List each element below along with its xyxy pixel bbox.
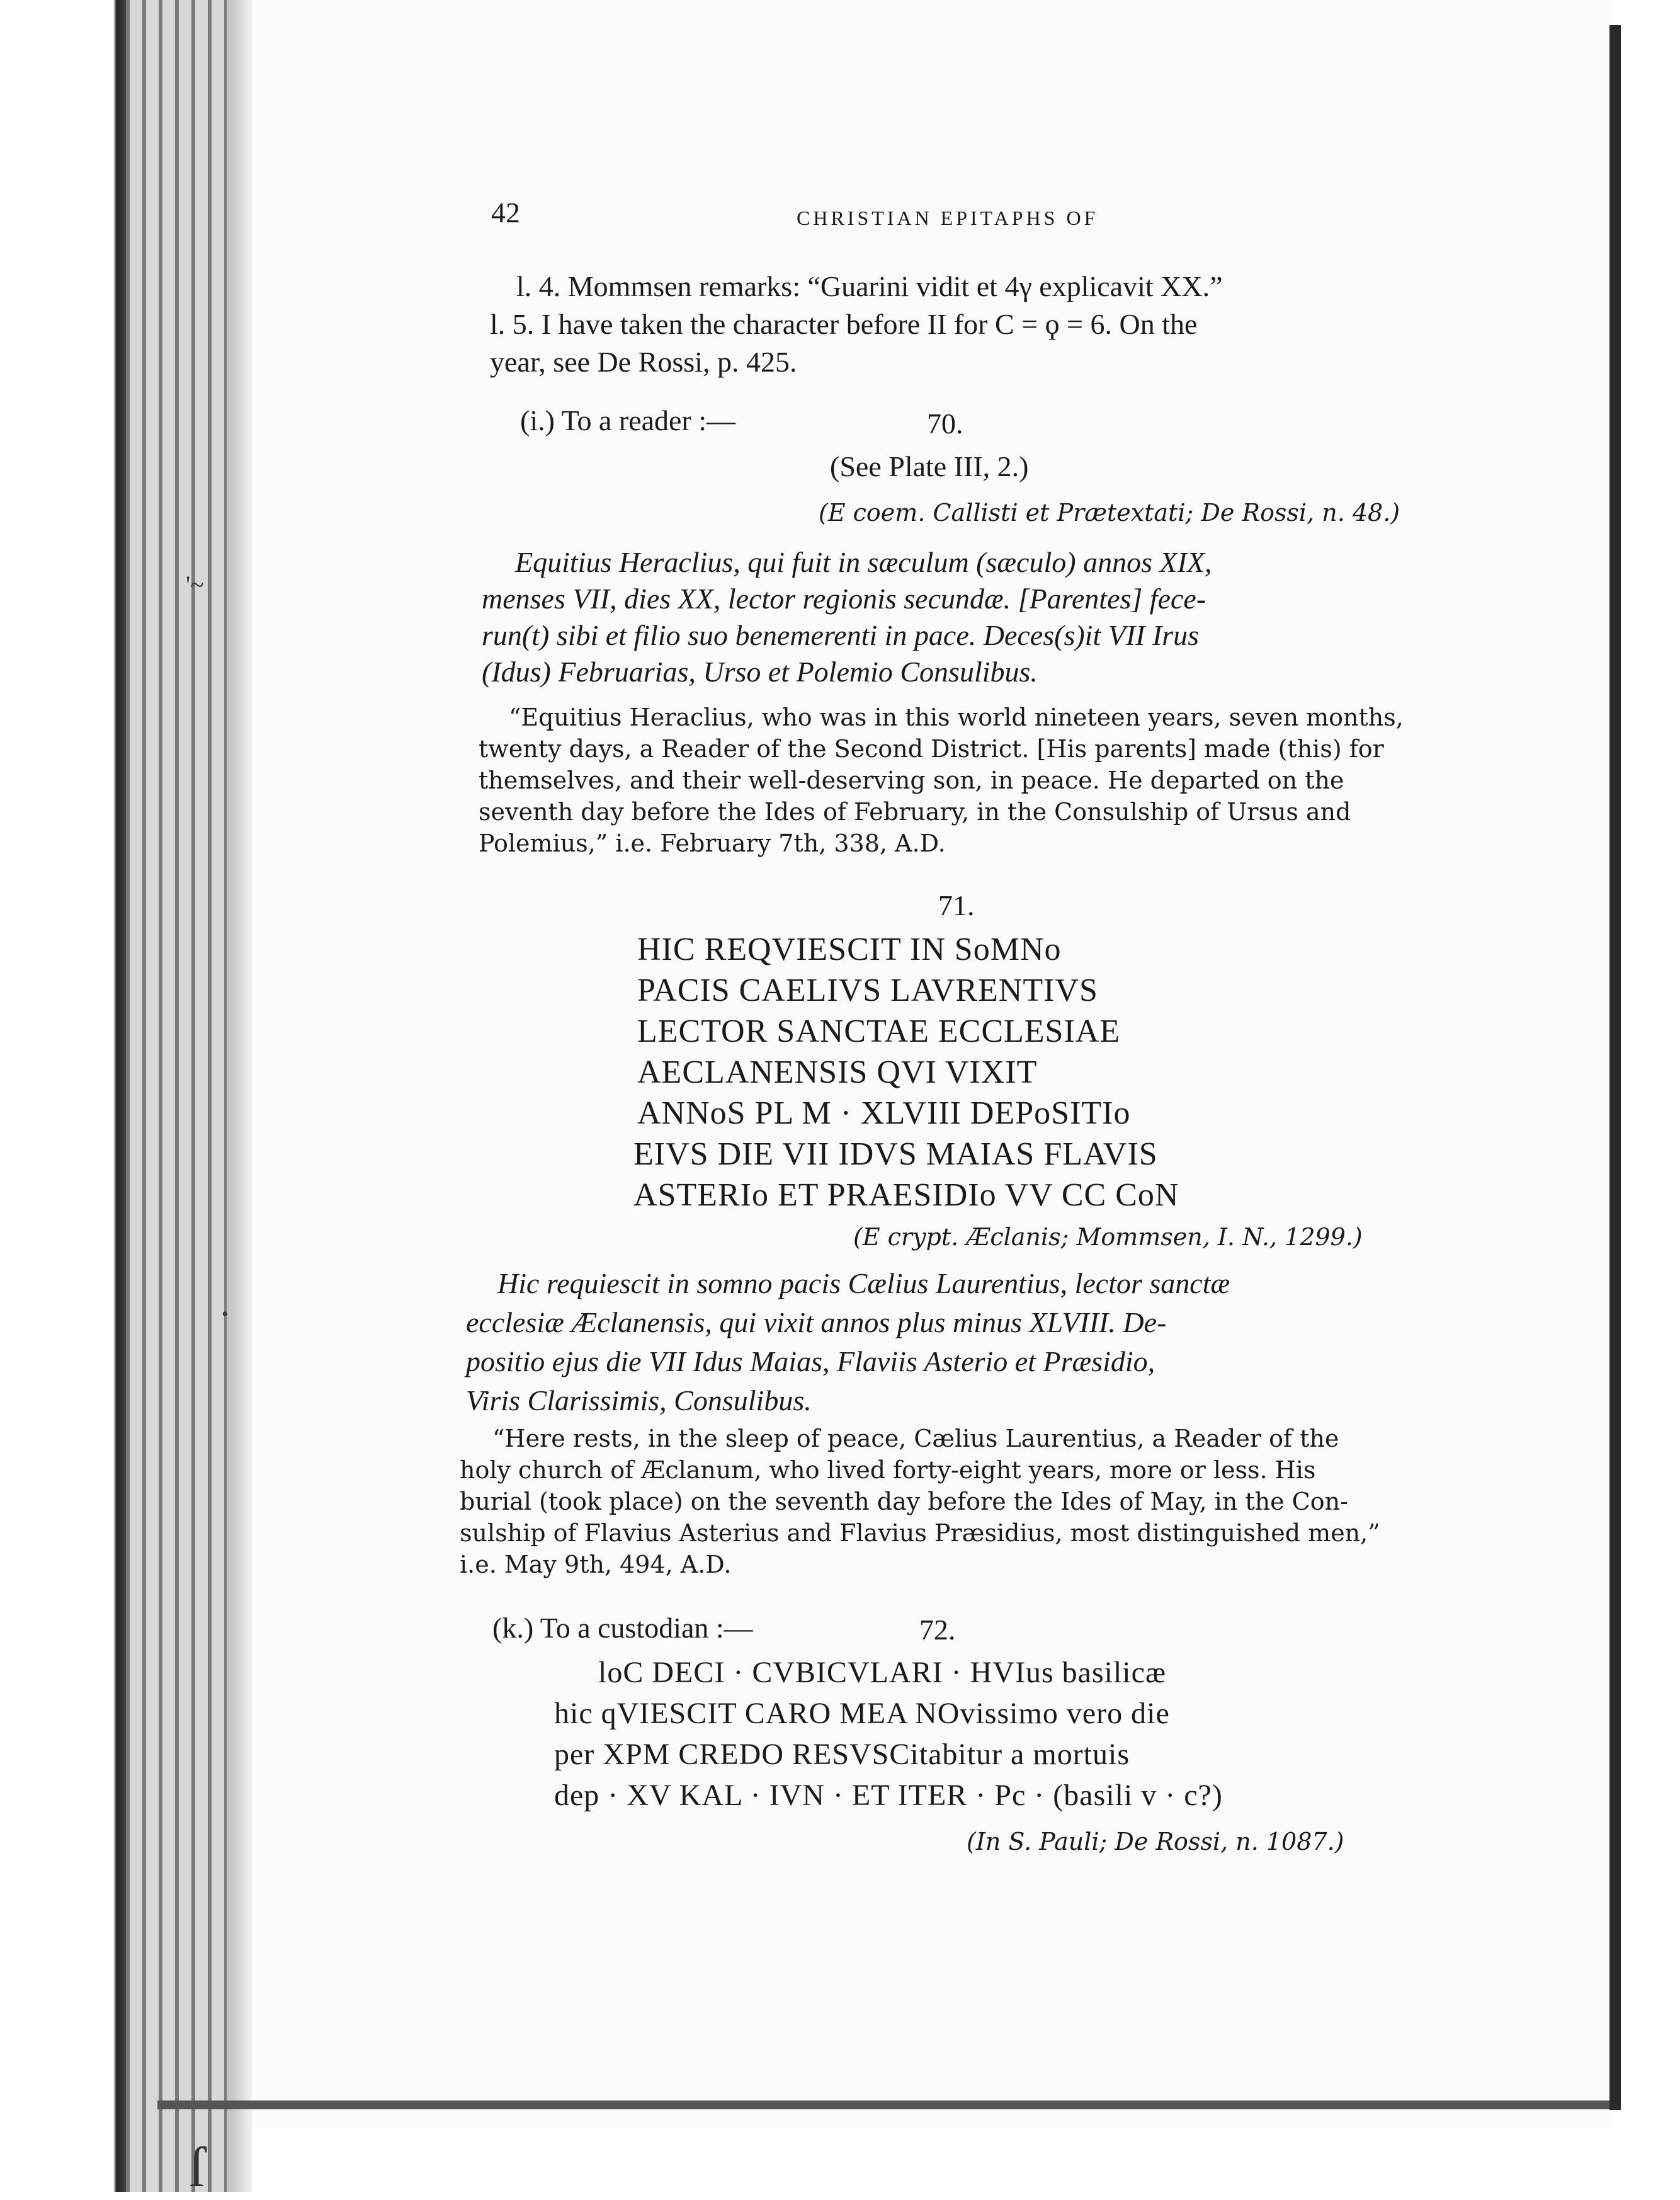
translation-line: “Here rests, in the sleep of peace, Cælius Laurentius, a Reader of the (492, 1425, 1339, 1452)
inscription-line: EIVS DIE VII IDVS MAIAS FLAVIS (633, 1136, 1158, 1172)
inscription-line: LECTOR SANCTAE ECCLESIAE (637, 1013, 1121, 1049)
latin-line: Viris Clarissimis, Consulibus. (466, 1384, 812, 1416)
book-binding-shadow (0, 0, 126, 2192)
scan-margin (1621, 0, 1680, 2192)
latin-line: run(t) sibi et filio suo benemerenti in pace. Deces(s)it VII Irus (482, 619, 1200, 651)
page-number: 42 (491, 197, 520, 229)
translation-line: sulship of Flavius Asterius and Flavius Præsidius, most distinguished men,” (460, 1519, 1380, 1547)
source-citation: (E coem. Callisti et Prætextati; De Rossi, n. 48.) (819, 499, 1400, 527)
latin-line: menses VII, dies XX, lector regionis secundæ. [Parentes] fece- (482, 583, 1206, 615)
margin-dot: • (222, 1304, 229, 1325)
book-page-edges (126, 0, 227, 2192)
latin-line: ecclesiæ Æclanensis, qui vixit annos plus minus XLVIII. De- (466, 1306, 1167, 1338)
section-label: (k.) To a custodian :— (492, 1612, 753, 1644)
source-citation: (In S. Pauli; De Rossi, n. 1087.) (967, 1828, 1344, 1855)
stray-mark-bottom: ſ (189, 2136, 205, 2199)
source-citation: (E crypt. Æclanis; Mommsen, I. N., 1299.) (853, 1223, 1363, 1251)
running-title: CHRISTIAN EPITAPHS OF (797, 207, 1099, 229)
translation-line: twenty days, a Reader of the Second District. [His parents] made (this) for (479, 735, 1384, 763)
section-label: (i.) To a reader :— (520, 404, 736, 436)
inscription-line: PACIS CAELIVS LAVRENTIVS (637, 972, 1098, 1008)
entry-number: 71. (938, 889, 975, 921)
translation-line: Polemius,” i.e. February 7th, 338, A.D. (479, 829, 946, 857)
inscription-line: dep · XV KAL · IVN · ET ITER · Pc · (basili v · c?) (554, 1779, 1223, 1812)
translation-line: burial (took place) on the seventh day before the Ides of May, in the Con- (460, 1488, 1348, 1515)
note-line: l. 5. I have taken the character before II for C = ϙ = 6. On the (490, 308, 1198, 340)
inscription-line: hic qVIESCIT CARO MEA NOvissimo vero die (554, 1697, 1170, 1730)
note-line: year, see De Rossi, p. 425. (490, 346, 797, 378)
inscription-line: per XPM CREDO RESVSCitabitur a mortuis (554, 1738, 1130, 1771)
latin-line: (Idus) Februarias, Urso et Polemio Consulibus. (482, 656, 1038, 688)
inscription-line: HIC REQVIESCIT IN SoMNo (637, 932, 1062, 967)
translation-line: i.e. May 9th, 494, A.D. (460, 1551, 732, 1578)
stray-mark: '~ (186, 571, 204, 599)
inscription-line: AECLANENSIS QVI VIXIT (637, 1054, 1038, 1090)
translation-line: themselves, and their well-deserving son, in peace. He departed on the (479, 767, 1344, 794)
entry-number: 70. (927, 408, 963, 440)
latin-line: positio ejus die VII Idus Maias, Flaviis Asterio et Præsidio, (466, 1345, 1155, 1377)
note-line: l. 4. Mommsen remarks: “Guarini vidit et 4γ explicavit XX.” (516, 270, 1223, 302)
page-right-edge (1609, 25, 1621, 2110)
latin-line: Hic requiescit in somno pacis Cælius Laurentius, lector sanctæ (497, 1267, 1230, 1299)
inscription-line: ANNoS PL M · XLVIII DEPoSITIo (637, 1095, 1131, 1131)
page-bottom-edge (157, 2100, 1618, 2109)
plate-reference: (See Plate III, 2.) (830, 450, 1029, 482)
translation-line: seventh day before the Ides of February, in the Consulship of Ursus and (479, 798, 1351, 826)
translation-line: “Equitius Heraclius, who was in this world nineteen years, seven months, (509, 704, 1404, 731)
page-gutter (227, 0, 252, 2192)
inscription-line: loC DECI · CVBICVLARI · HVIus basilicæ (598, 1656, 1166, 1689)
inscription-line: ASTERIo ET PRAESIDIo VV CC CoN (633, 1177, 1179, 1213)
latin-line: Equitius Heraclius, qui fuit in sæculum (sæculo) annos XIX, (515, 546, 1212, 578)
entry-number: 72. (919, 1614, 956, 1646)
translation-line: holy church of Æclanum, who lived forty-eight years, more or less. His (460, 1456, 1316, 1484)
